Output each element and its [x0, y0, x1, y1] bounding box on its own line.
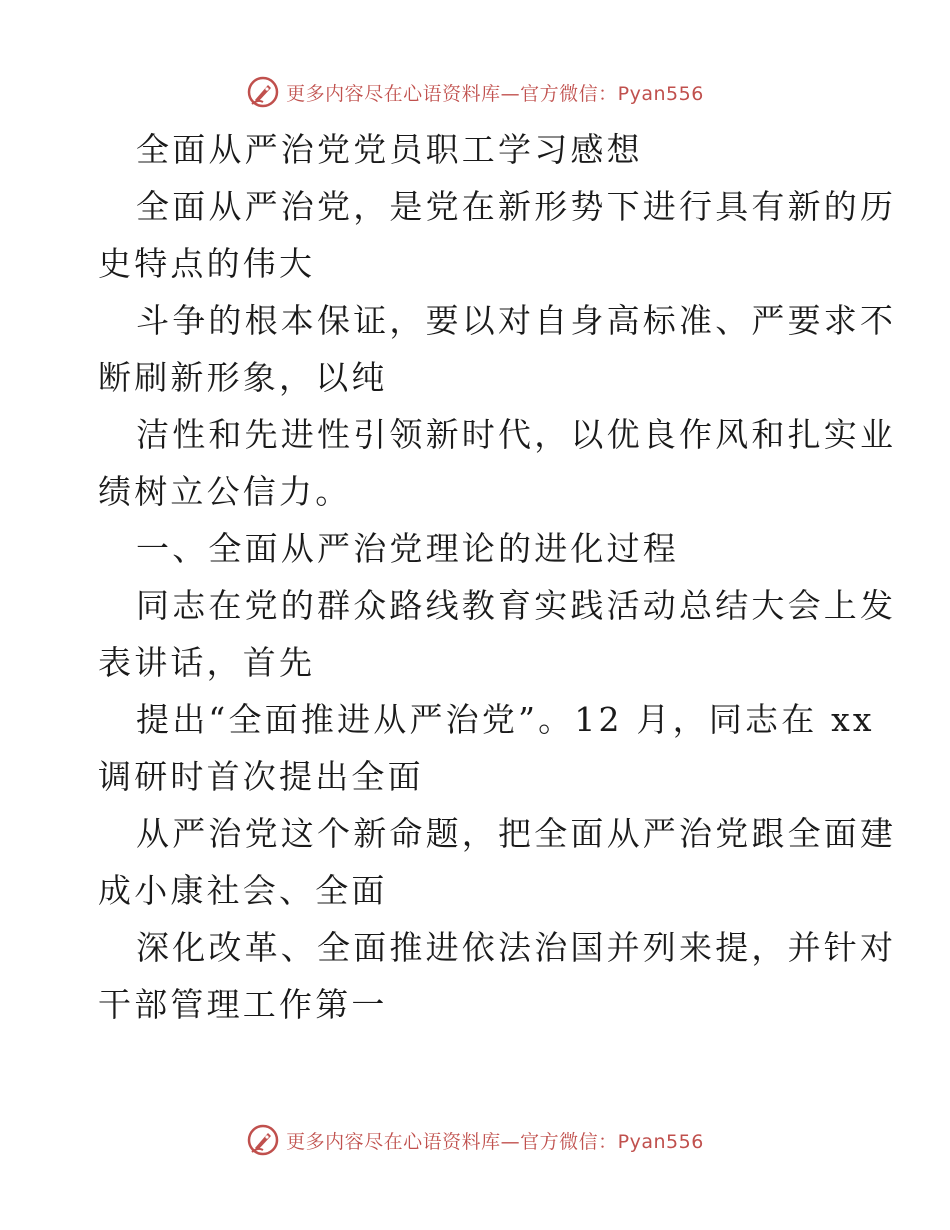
header-banner [0, 72, 950, 112]
paragraph-line: 洁性和先进性引领新时代，以优良作风和扎实业 [136, 415, 897, 454]
paragraph-line: 全面从严治党，是党在新形势下进行具有新的历 [136, 187, 897, 226]
paragraph-line: 深化改革、全面推进依法治国并列来提，并针对 [136, 928, 897, 967]
paragraph-line: 史特点的伟大 [98, 244, 316, 283]
paragraph-line: 绩树立公信力。 [98, 472, 352, 511]
pen-nib-logo-icon [246, 75, 280, 109]
section-heading: 一、全面从严治党理论的进化过程 [136, 529, 679, 568]
document-title: 全面从严治党党员职工学习感想 [136, 130, 643, 169]
paragraph-line: 斗争的根本保证，要以对自身高标准、严要求不 [136, 301, 897, 340]
paragraph-line: 成小康社会、全面 [98, 871, 388, 910]
document-body [98, 121, 897, 1033]
banner-text: 更多内容尽在心语资料库—官方微信：Pyan556 [286, 1130, 704, 1153]
pen-nib-logo-icon [246, 1123, 280, 1157]
paragraph-line: 表讲话，首先 [98, 643, 316, 682]
paragraph-line: 干部管理工作第一 [98, 985, 388, 1024]
paragraph-line: 提出“全面推进从严治党”。12 月，同志在 xx [136, 700, 875, 739]
paragraph-line: 从严治党这个新命题，把全面从严治党跟全面建 [136, 814, 897, 853]
footer-banner [0, 1120, 950, 1160]
paragraph-line: 断刷新形象，以纯 [98, 358, 388, 397]
banner-text: 更多内容尽在心语资料库—官方微信：Pyan556 [286, 82, 704, 105]
paragraph-line: 调研时首次提出全面 [98, 757, 424, 796]
paragraph-line: 同志在党的群众路线教育实践活动总结大会上发 [136, 586, 897, 625]
